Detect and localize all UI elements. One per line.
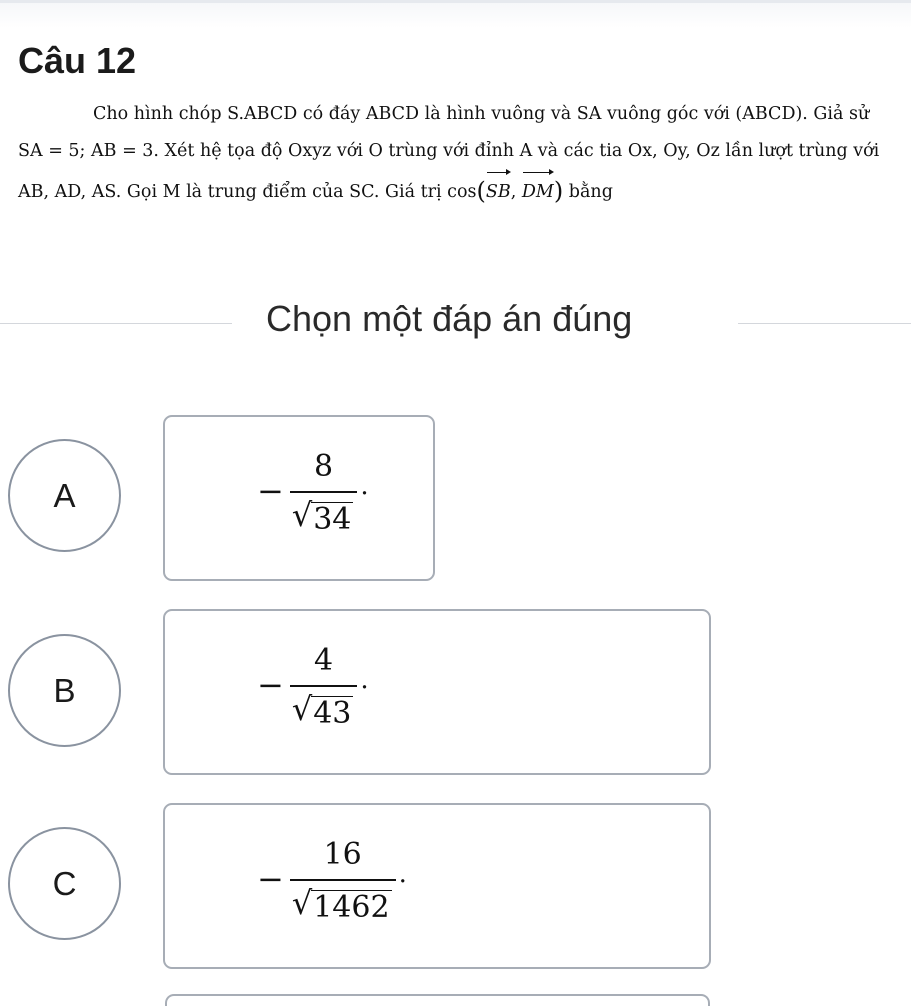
option-a-numerator: 8 [314,449,334,484]
question-text [18,96,911,211]
option-b-fraction [290,641,358,731]
option-b-letter-button[interactable]: B [8,634,121,747]
sqrt-icon: √ [291,690,313,728]
option-c-fraction [290,835,396,925]
sqrt-icon: √ [291,884,313,922]
option-a-fraction [290,447,358,537]
vector-sb: SB [486,170,511,211]
option-c-radicand: 1462 [313,890,390,925]
option-c-sign: − [257,860,284,898]
question-line-1: Cho hình chóp S.ABCD có đáy ABCD là hình vuông và SA vuông góc với (ABCD). Giả sử [93,104,870,124]
option-c-denominator [290,881,396,925]
question-line-2: SA = 5; AB = 3. Xét hệ tọa độ Oxyz với O trùng với đỉnh A và các tia Ox, Oy, Oz lần lượt trùng với [18,141,880,161]
option-c-period: . [398,859,407,889]
option-b-sign: − [257,666,284,704]
option-c-expression [257,835,407,925]
question-line-3: AB, AD, AS. Gọi M là trung điểm của SC. Giá trị cos(SB, DM) bằng [18,170,911,211]
header-shade [0,3,911,28]
vector-dm: DM [522,170,554,211]
option-b-radicand: 43 [313,696,352,731]
option-b-answer-box[interactable] [163,609,711,775]
option-a-period: . [360,471,369,501]
option-c-answer-box[interactable] [163,803,711,969]
section-heading: Chọn một đáp án đúng [266,298,633,339]
divider-right [738,323,911,324]
sqrt-icon: √ [291,496,313,534]
option-c-letter-button[interactable]: C [8,827,121,940]
question-line-3-suffix: bằng [568,182,613,202]
option-d-answer-box-partial[interactable] [165,994,710,1006]
divider-left [0,323,232,324]
option-a-sign: − [257,472,284,510]
option-b-numerator: 4 [314,643,334,678]
option-b-period: . [360,665,369,695]
option-c-numerator: 16 [323,837,362,872]
question-line-3-prefix: AB, AD, AS. Gọi M là trung điểm của SC. Giá trị cos [18,182,477,202]
option-a-letter-button[interactable]: A [8,439,121,552]
option-a-expression [257,447,369,537]
question-title: Câu 12 [18,40,137,81]
option-a-denominator [290,493,358,537]
option-a-answer-box[interactable] [163,415,435,581]
option-a-radicand: 34 [313,502,352,537]
option-b-expression [257,641,369,731]
option-b-denominator [290,687,358,731]
